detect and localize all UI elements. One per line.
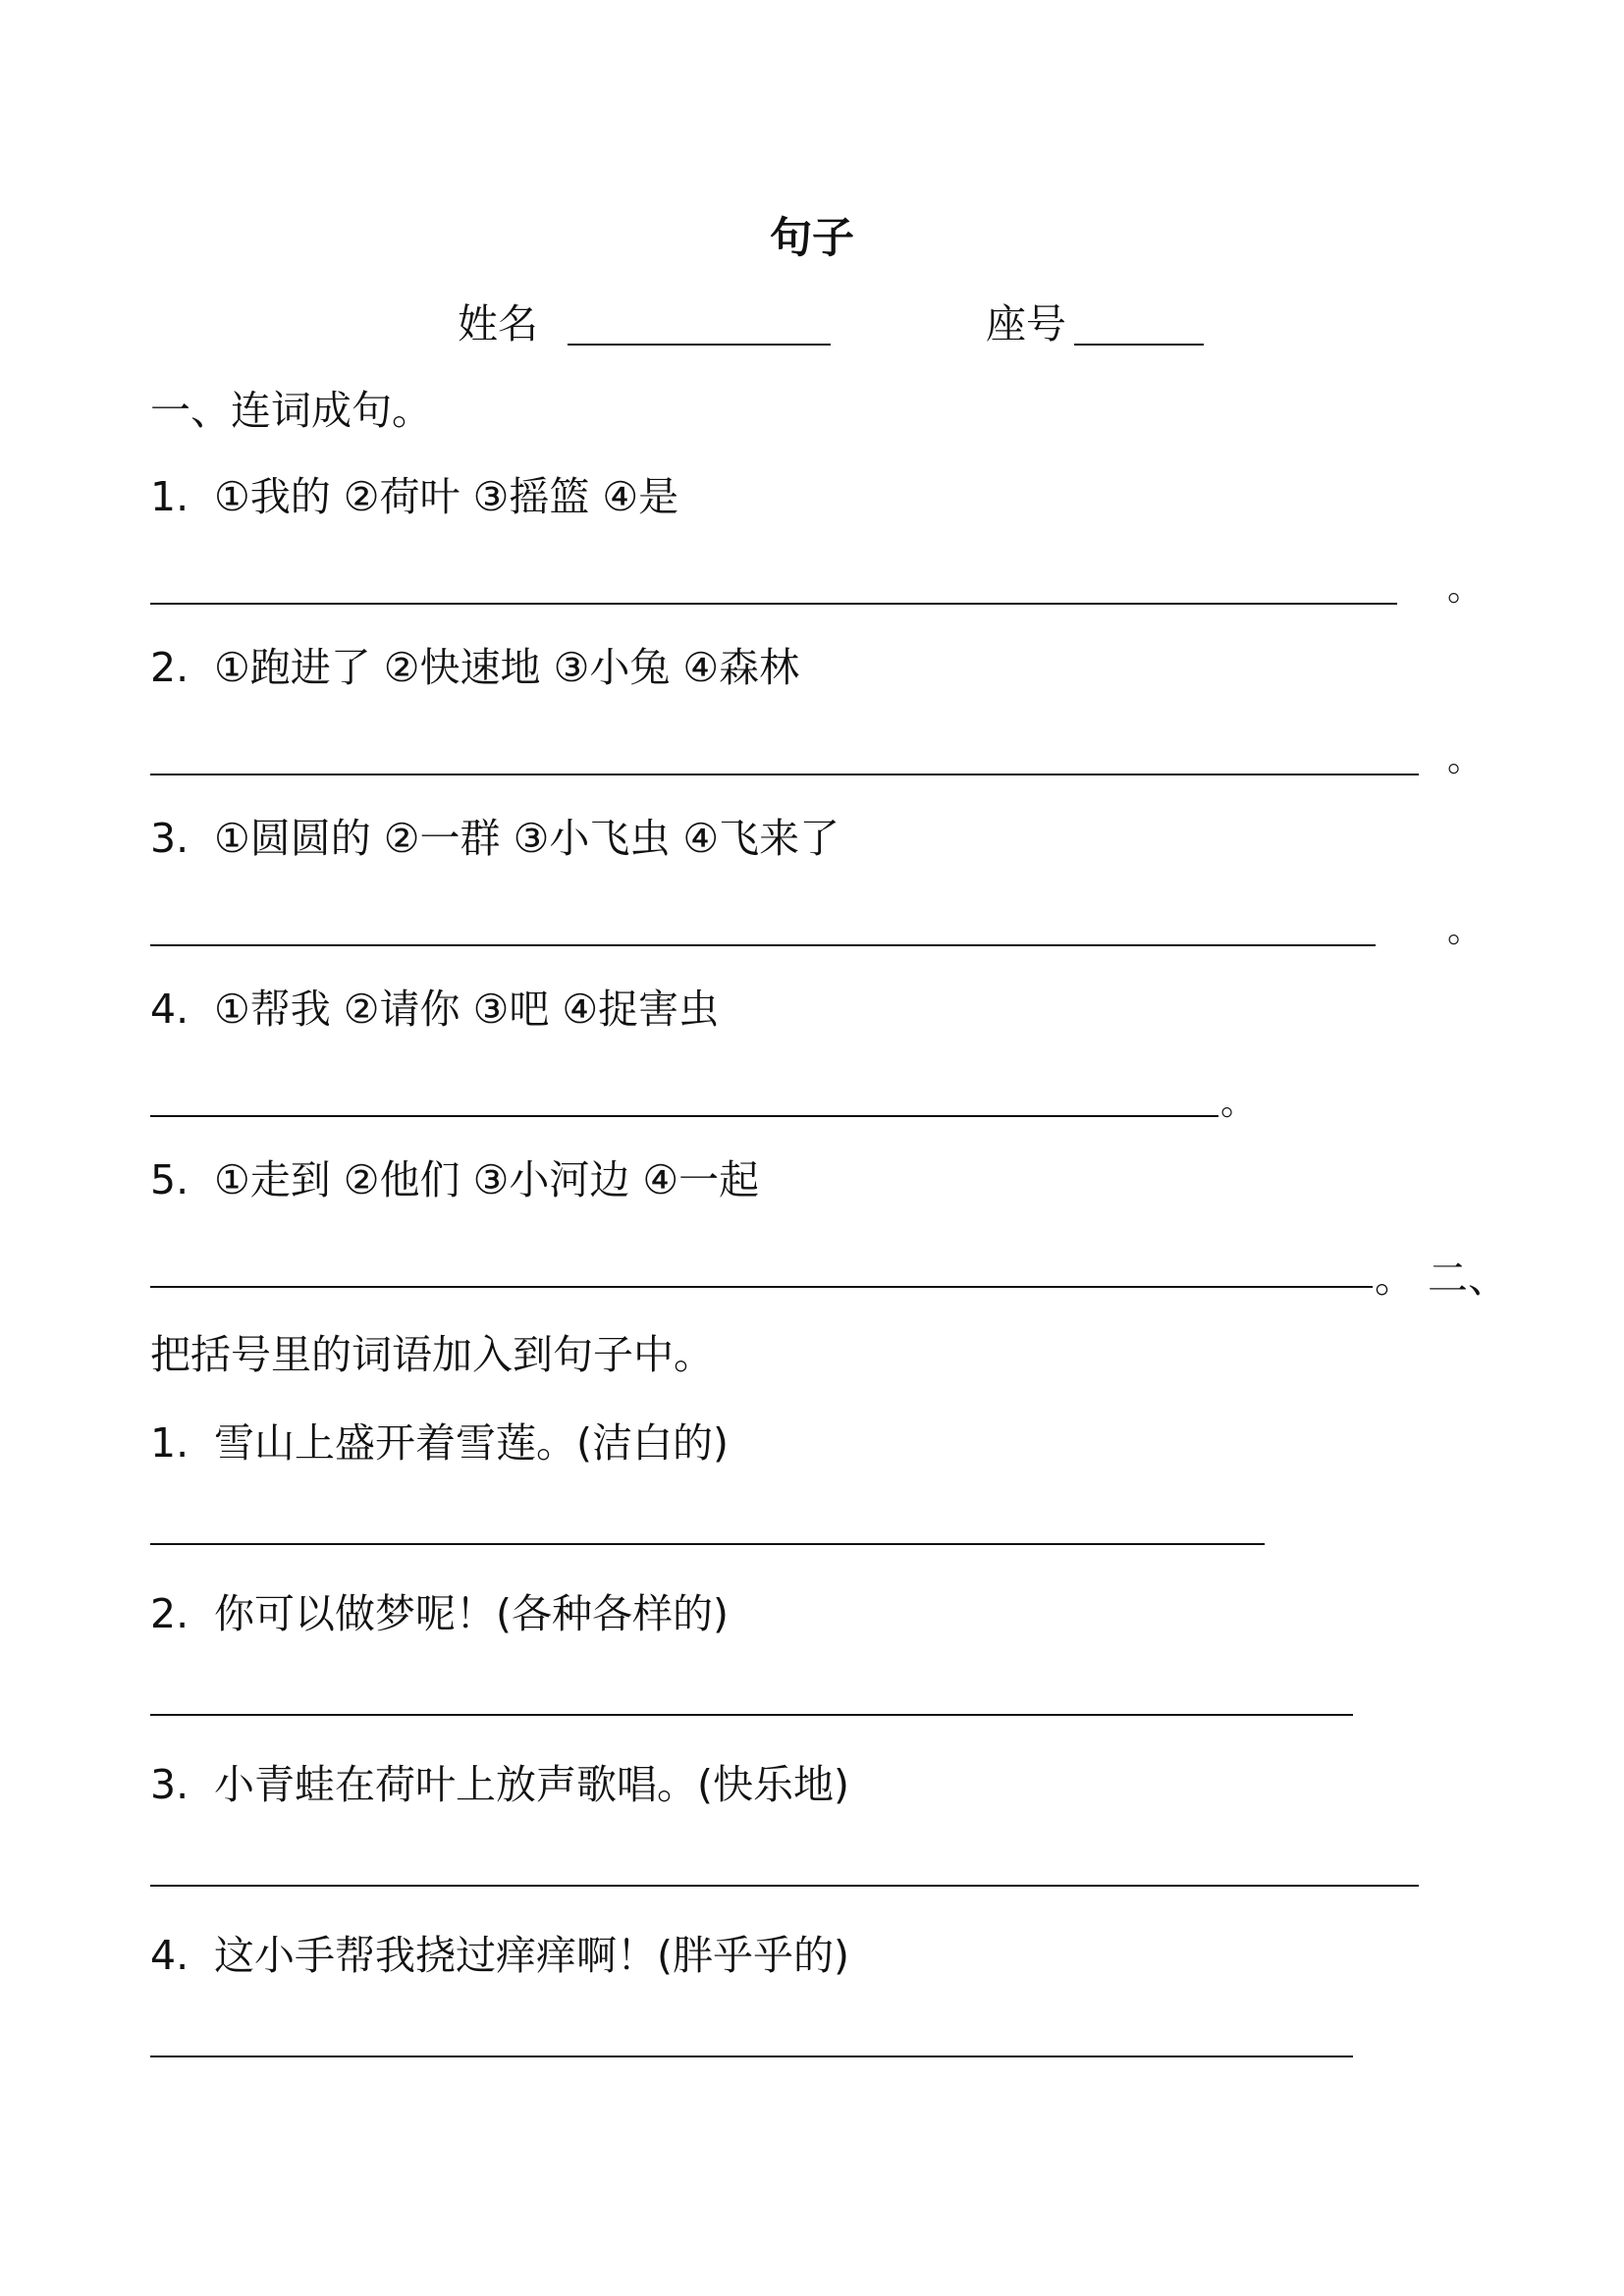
s1-item5-answer-line[interactable]	[150, 1286, 1373, 1288]
s1-item1-period: 。	[1447, 568, 1484, 609]
s2-item2-answer-line[interactable]	[150, 1714, 1353, 1716]
s1-item3-words: ①圆圆的 ②一群 ③小飞虫 ④飞来了	[214, 815, 840, 862]
s2-item4-answer-line[interactable]	[150, 2056, 1353, 2057]
s2-item4-text: 这小手帮我挠过痒痒啊！(胖乎乎的)	[214, 1932, 849, 1979]
page-title: 句子	[770, 214, 854, 263]
section2-heading: 把括号里的词语加入到句子中。	[150, 1331, 714, 1378]
name-field[interactable]	[568, 344, 831, 346]
s1-item5-number: 5.	[150, 1156, 189, 1203]
s1-item1-answer-line[interactable]	[150, 603, 1397, 605]
s2-item2-number: 2.	[150, 1590, 189, 1637]
seat-field[interactable]	[1074, 344, 1204, 346]
s1-item3-number: 3.	[150, 815, 189, 862]
s2-item3-number: 3.	[150, 1761, 189, 1808]
s1-item1-number: 1.	[150, 473, 189, 520]
s1-item5-period: 。 二、	[1375, 1255, 1509, 1302]
section1-heading: 一、连词成句。	[150, 387, 432, 434]
s2-item4-number: 4.	[150, 1932, 189, 1979]
s1-item3-answer-line[interactable]	[150, 944, 1376, 946]
s2-item1-text: 雪山上盛开着雪莲。(洁白的)	[214, 1419, 729, 1467]
s1-item4-number: 4.	[150, 986, 189, 1033]
s2-item1-answer-line[interactable]	[150, 1543, 1265, 1545]
s2-item3-text: 小青蛙在荷叶上放声歌唱。(快乐地)	[214, 1761, 849, 1808]
s1-item1-words: ①我的 ②荷叶 ③摇篮 ④是	[214, 473, 679, 520]
s1-item5-words: ①走到 ②他们 ③小河边 ④一起	[214, 1156, 760, 1203]
s1-item3-period: 。	[1447, 910, 1484, 950]
s1-item4-answer-line[interactable]	[150, 1115, 1218, 1117]
s1-item2-words: ①跑进了 ②快速地 ③小兔 ④森林	[214, 644, 800, 691]
s2-item1-number: 1.	[150, 1419, 189, 1467]
s1-item2-number: 2.	[150, 644, 189, 691]
s2-item3-answer-line[interactable]	[150, 1885, 1419, 1887]
s1-item4-words: ①帮我 ②请你 ③吧 ④捉害虫	[214, 986, 720, 1033]
s1-item2-answer-line[interactable]	[150, 774, 1419, 775]
s1-item4-period: 。	[1220, 1083, 1257, 1123]
s2-item2-text: 你可以做梦呢！(各种各样的)	[214, 1590, 729, 1637]
s1-item2-period: 。	[1447, 739, 1484, 779]
name-label: 姓名	[458, 300, 538, 347]
seat-label: 座号	[986, 300, 1066, 347]
